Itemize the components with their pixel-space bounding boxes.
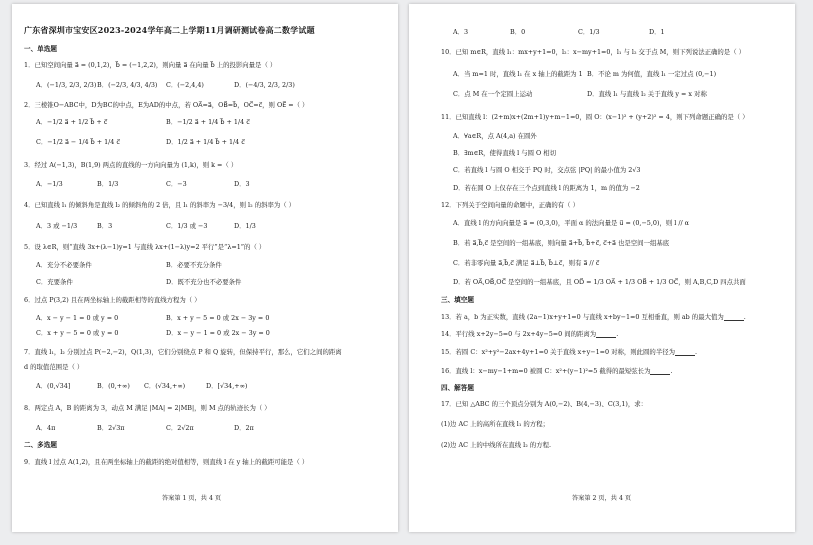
q3-option-c: C．−3: [166, 180, 187, 188]
question-5: 5．设 λ∈R，则“直线 3x+(λ−1)y=1 与直线 λx+(1−λ)y=2 平行”是“λ=1”的（ ）: [24, 243, 266, 251]
q4-option-d: D．1/3: [234, 222, 256, 230]
q2-option-d: D．1/2 a⃗ + 1/4 b⃗ + 1/4 c⃗: [166, 138, 245, 146]
q10-option-d: D．直线 l₁ 与直线 l₂ 关于直线 y = x 对称: [587, 90, 707, 98]
question-11: 11．已知直线 l：(2+m)x+(2m+1)y+m−1=0，圆 O：(x−1)² + (y+2)² = 4，则下列命题正确的是（ ）: [441, 113, 749, 121]
q10-option-c: C．点 M 在一个定圆上运动: [453, 90, 533, 98]
q5-option-a: A．充分不必要条件: [36, 261, 92, 269]
q8-option-a: A．4π: [36, 424, 56, 432]
q3-option-a: A．−1/3: [36, 180, 63, 188]
q9-option-b: B．0: [510, 28, 526, 36]
question-15: 15．若圆 C：x²+y²−2ax+4y+1=0 关于直线 x+y−1=0 对称，则此圆的半径为 .: [441, 348, 698, 356]
q12-option-d: D．若 OA⃗,OB⃗,OC⃗ 是空间的一组基底，且 OD⃗ = 1/3 OA⃗ + 1/3 OB⃗ + 1/3 OC⃗，则 A,B,C,D 四点共面: [453, 278, 746, 286]
question-13-text: 13．若 a，b 为正实数，直线 (2a−1)x+y+1=0 与直线 x+by−1=0 互相垂直，则 ab 的最大值为: [441, 313, 724, 321]
question-9: 9．直线 l 过点 A(1,2)，且在两坐标轴上的截距的绝对值相等，则直线 l 在 y 轴上的截距可能是（ ）: [24, 458, 309, 466]
answer-blank: [596, 331, 616, 338]
q1-option-b: B．(−2/3, 4/3, 4/3): [97, 81, 158, 89]
q3-option-b: B．1/3: [97, 180, 119, 188]
section-multiple-choice: 二、多选题: [24, 441, 57, 449]
q4-option-a: A．3 或 −1/3: [36, 222, 78, 230]
q4-option-c: C．1/3 或 −3: [166, 222, 208, 230]
q2-option-b: B．−1/2 a⃗ + 1/4 b⃗ + 1/4 c⃗: [166, 118, 250, 126]
q4-option-b: B．3: [97, 222, 113, 230]
q5-option-b: B．必要不充分条件: [166, 261, 222, 269]
question-12: 12．下列关于空间向量的命题中，正确的有（ ）: [441, 201, 579, 209]
section-single-choice: 一、单选题: [24, 45, 57, 53]
q1-option-a: A．(−1/3, 2/3, 2/3): [36, 81, 97, 89]
page-2: [409, 4, 795, 532]
q6-option-b: B．x + y − 5 = 0 或 2x − 3y = 0: [166, 314, 270, 322]
q12-option-b: B．若 a⃗,b⃗,c⃗ 是空间的一组基底，则向量 a⃗+b⃗, b⃗+c⃗, c⃗+a⃗ 也是空间一组基底: [453, 239, 670, 247]
q7-option-a: A．(0,√34]: [36, 382, 71, 390]
question-6: 6．过点 P(3,2) 且在两坐标轴上的截距相等的直线方程为（ ）: [24, 296, 201, 304]
q6-option-a: A．x − y − 1 = 0 或 y = 0: [36, 314, 119, 322]
question-17: 17．已知 △ABC 的三个顶点分别为 A(0,−2)、B(4,−3)、C(3,1)，求：: [441, 400, 648, 408]
q8-option-c: C．2√2π: [166, 424, 194, 432]
q5-option-d: D．既不充分也不必要条件: [166, 278, 242, 286]
question-17-part-1: (1)边 AC 上的高所在直线 l₁ 的方程；: [441, 420, 549, 428]
q5-option-c: C．充要条件: [36, 278, 73, 286]
q11-option-b: B．∃m∈R，使得直线 l 与圆 O 相切: [453, 149, 557, 157]
q3-option-d: D．3: [234, 180, 250, 188]
q8-option-b: B．2√3π: [97, 424, 125, 432]
q10-option-a: A．当 m=1 时，直线 l₁ 在 x 轴上的截距为 1: [453, 70, 583, 78]
question-8: 8．两定点 A，B 的距离为 3，动点 M 满足 |MA| = 2|MB|，则 M 点的轨迹长为（ ）: [24, 404, 271, 412]
q12-option-a: A．直线 l 的方向向量是 a⃗ = (0,3,0)，平面 α 的法向量是 u⃗ = (0,−5,0)，则 l // α: [453, 219, 689, 227]
q2-option-c: C．−1/2 a⃗ − 1/4 b⃗ + 1/4 c⃗: [36, 138, 120, 146]
question-15-text: 15．若圆 C：x²+y²−2ax+4y+1=0 关于直线 x+y−1=0 对称，则此圆的半径为: [441, 348, 675, 356]
question-14: 14．平行线 x+2y−5=0 与 2x+4y−5=0 间的距离为 .: [441, 330, 619, 338]
question-3: 3．经过 A(−1,3)，B(1,9) 两点的直线的一方向向量为 (1,k)，则 k =（ ）: [24, 161, 238, 169]
question-7-line-2: d 的取值范围是（ ）: [24, 363, 84, 371]
q11-option-a: A．∀a∈R，点 A(4,a) 在圆外: [453, 132, 537, 140]
q7-option-c: C．(√34,+∞): [144, 382, 186, 390]
q7-option-d: D．[√34,+∞): [206, 382, 248, 390]
q8-option-d: D．2π: [234, 424, 254, 432]
section-solutions: 四、解答题: [441, 384, 474, 392]
q9-option-d: D．1: [649, 28, 665, 36]
q11-option-d: D．若在圆 O 上仅存在三个点到直线 l 的距离为 1，m 的值为 −2: [453, 184, 640, 192]
question-10: 10．已知 m∈R，直线 l₁：mx+y+1=0，l₂：x−my+1=0，l₁ 与 l₂ 交于点 M，则下列说法正确的是（ ）: [441, 48, 746, 56]
question-2: 2．三棱锥O−ABC中，D为BC的中点，E为AD的中点，若 OA⃗=a⃗，OB⃗=b⃗，OC⃗=c⃗，则 OE⃗ =（ ）: [24, 101, 309, 109]
question-13: 13．若 a，b 为正实数，直线 (2a−1)x+y+1=0 与直线 x+by−1=0 互相垂直，则 ab 的最大值为 .: [441, 313, 746, 321]
question-17-part-2: (2)边 AC 上的中线所在直线 l₂ 的方程.: [441, 441, 552, 449]
q6-option-c: C．x + y − 5 = 0 或 y = 0: [36, 329, 119, 337]
q6-option-d: D．x − y − 1 = 0 或 2x − 3y = 0: [166, 329, 270, 337]
page-1: [12, 4, 398, 532]
q1-option-c: C．(−2,4,4): [166, 81, 204, 89]
q12-option-c: C．若非零向量 a⃗,b⃗,c⃗ 满足 a⃗⊥b⃗, b⃗⊥c⃗，则有 a⃗ // c⃗: [453, 259, 600, 267]
answer-blank: [650, 368, 670, 375]
section-fill-in: 三、填空题: [441, 296, 474, 304]
q7-option-b: B．(0,+∞): [97, 382, 130, 390]
question-16-text: 16．直线 l：x−my−1+m=0 被圆 C：x²+(y−1)²=5 截得的最短弦长为: [441, 367, 651, 375]
page-footer: 答案第 1 页，共 4 页: [162, 495, 222, 502]
answer-blank: [675, 349, 695, 356]
question-7-line-1: 7．直线 l₁，l₂ 分别过点 P(−2,−2)，Q(1,3)，它们分别绕点 P 和 Q 旋转，但保持平行，那么，它们之间的距离: [24, 348, 342, 356]
question-4: 4．已知直线 l₁ 的倾斜角是直线 l₂ 的倾斜角的 2 倍，且 l₁ 的斜率为 −3/4，则 l₂ 的斜率为（ ）: [24, 201, 296, 209]
page-footer: 答案第 2 页，共 4 页: [572, 495, 632, 502]
q1-option-d: D．(−4/3, 2/3, 2/3): [234, 81, 295, 89]
q9-option-a: A．3: [453, 28, 469, 36]
q9-option-c: C．1/3: [578, 28, 600, 36]
q11-option-c: C．若直线 l 与圆 O 相交于 PQ 时，交点弦 |PQ| 的最小值为 2√3: [453, 166, 641, 174]
q10-option-b: B．不论 m 为何值，直线 l₁ 一定过点 (0,−1): [587, 70, 717, 78]
question-16: 16．直线 l：x−my−1+m=0 被圆 C：x²+(y−1)²=5 截得的最短弦长为 .: [441, 367, 673, 375]
question-14-text: 14．平行线 x+2y−5=0 与 2x+4y−5=0 间的距离为: [441, 330, 597, 338]
q2-option-a: A．−1/2 a⃗ + 1/2 b⃗ + c⃗: [36, 118, 108, 126]
answer-blank: [724, 314, 744, 321]
exam-title: 广东省深圳市宝安区2023-2024学年高二上学期11月调研测试卷高二数学试题: [24, 25, 315, 35]
question-1: 1．已知空间向量 a⃗ = (0,1,2)，b⃗ = (−1,2,2)，则向量 a⃗ 在向量 b⃗ 上的投影向量是（ ）: [24, 61, 277, 69]
